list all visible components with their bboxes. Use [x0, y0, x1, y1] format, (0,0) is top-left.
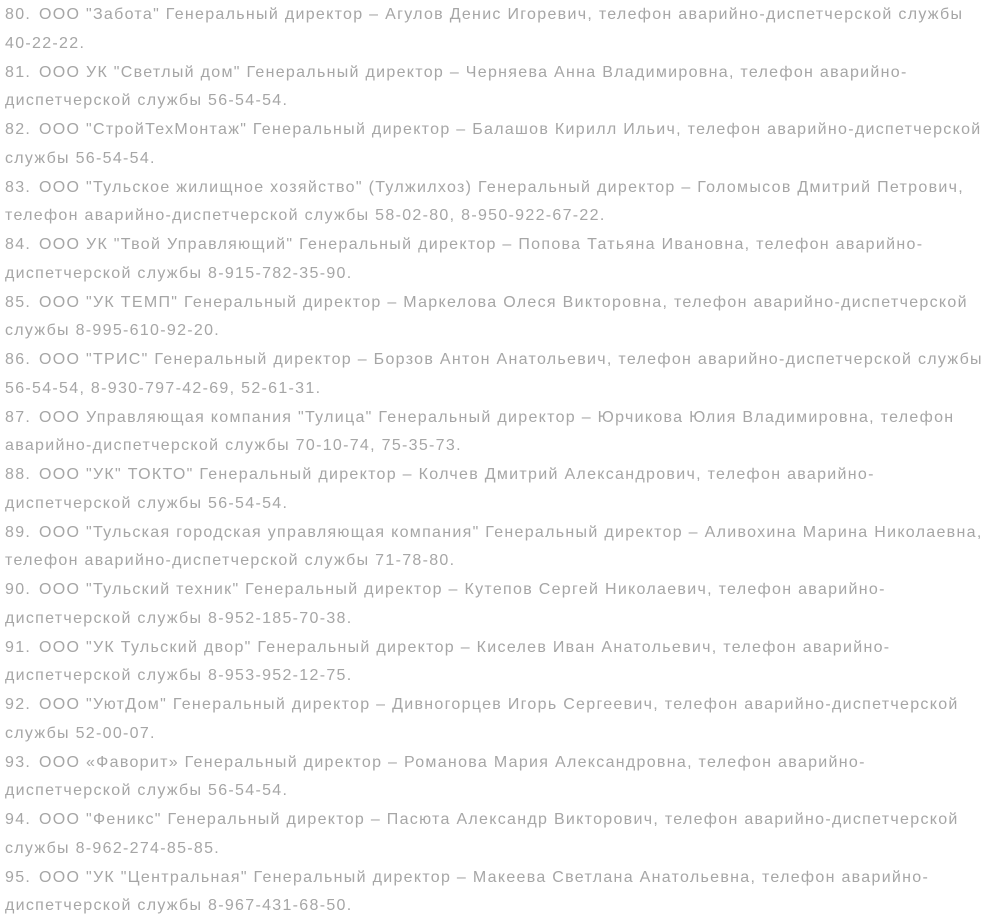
item-number: 89. [5, 519, 39, 548]
list-item [5, 231, 992, 289]
list-item [5, 519, 992, 577]
list-item [5, 174, 992, 232]
item-number: 93. [5, 749, 39, 778]
list-item [5, 634, 992, 692]
item-text: ООО «Фаворит» Генеральный директор – Романова Мария Александровна, телефон аварийно-диспетчерской службы 56-54-54. [5, 754, 866, 800]
item-text: ООО "УК ТЕМП" Генеральный директор – Маркелова Олеся Викторовна, телефон аварийно-диспетчерской службы 8-995-610-92-20. [5, 294, 968, 340]
item-text: ООО "Тульская городская управляющая компания" Генеральный директор – Аливохина Марина Николаевна, телефон аварийно-диспетчерской службы 71-78-80. [5, 524, 983, 570]
item-text: ООО "ТРИС" Генеральный директор – Борзов Антон Анатольевич, телефон аварийно-диспетчерской службы 56-54-54, 8-930-797-42-69, 52-61-31. [5, 351, 983, 397]
item-number: 90. [5, 576, 39, 605]
item-text: ООО "УК" ТОКТО" Генеральный директор – Колчев Дмитрий Александрович, телефон аварийно-диспетчерской службы 56-54-54. [5, 466, 875, 512]
list-item [5, 864, 992, 921]
item-number: 81. [5, 59, 39, 88]
item-text: ООО "Тульское жилищное хозяйство" (Тулжилхоз) Генеральный директор – Голомысов Дмитрий Петрович, телефон аварийно-диспетчерской службы 58-02-80, 8-950-922-67-22. [5, 179, 964, 225]
item-number: 86. [5, 346, 39, 375]
list-item [5, 576, 992, 634]
list-item [5, 116, 992, 174]
item-text: ООО "Тульский техник" Генеральный директор – Кутепов Сергей Николаевич, телефон аварийно-диспетчерской службы 8-952-185-70-38. [5, 581, 886, 627]
list-item [5, 806, 992, 864]
item-number: 80. [5, 1, 39, 30]
item-number: 88. [5, 461, 39, 490]
item-text: ООО "Забота" Генеральный директор – Агулов Денис Игоревич, телефон аварийно-диспетчерской службы 40-22-22. [5, 6, 963, 52]
list-item [5, 691, 992, 749]
item-text: ООО УК "Светлый дом" Генеральный директор – Черняева Анна Владимировна, телефон аварийно-диспетчерской службы 56-54-54. [5, 64, 908, 110]
item-number: 92. [5, 691, 39, 720]
list-item [5, 404, 992, 462]
item-number: 95. [5, 864, 39, 893]
list-item [5, 289, 992, 347]
list-item [5, 59, 992, 117]
item-number: 84. [5, 231, 39, 260]
item-text: ООО "УК Тульский двор" Генеральный директор – Киселев Иван Анатольевич, телефон аварийно-диспетчерской службы 8-953-952-12-75. [5, 639, 890, 685]
item-text: ООО "УК "Центральная" Генеральный директор – Макеева Светлана Анатольевна, телефон аварийно-диспетчерской службы 8-967-431-68-50. [5, 869, 929, 915]
item-text: ООО Управляющая компания "Тулица" Генеральный директор – Юрчикова Юлия Владимировна, телефон аварийно-диспетчерской службы 70-10-74, 75-35-73. [5, 409, 954, 455]
item-text: ООО "Феникс" Генеральный директор – Пасюта Александр Викторович, телефон аварийно-диспетчерской службы 8-962-274-85-85. [5, 811, 959, 857]
item-text: ООО "УютДом" Генеральный директор – Дивногорцев Игорь Сергеевич, телефон аварийно-диспетчерской службы 52-00-07. [5, 696, 959, 742]
list-item [5, 1, 992, 59]
item-number: 85. [5, 289, 39, 318]
item-text: ООО "СтройТехМонтаж" Генеральный директор – Балашов Кирилл Ильич, телефон аварийно-диспетчерской службы 56-54-54. [5, 121, 982, 167]
list-item [5, 749, 992, 807]
item-number: 83. [5, 174, 39, 203]
item-text: ООО УК "Твой Управляющий" Генеральный директор – Попова Татьяна Ивановна, телефон аварийно-диспетчерской службы 8-915-782-35-90. [5, 236, 923, 282]
item-number: 87. [5, 404, 39, 433]
list-item [5, 461, 992, 519]
item-number: 82. [5, 116, 39, 145]
item-number: 91. [5, 634, 39, 663]
list-item [5, 346, 992, 404]
item-number: 94. [5, 806, 39, 835]
